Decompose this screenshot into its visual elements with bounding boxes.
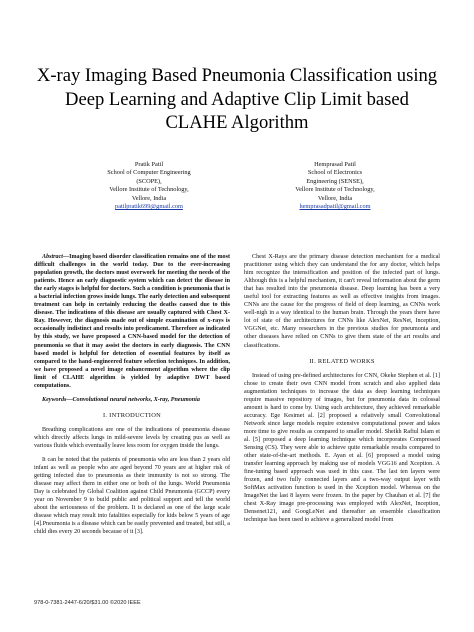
paper-title: X-ray Imaging Based Pneumonia Classification using Deep Learning and Adaptive Clip Limit based CLAHE Algorithm [36,65,438,133]
author-dept-abbr: Engineering (SENSE), [306,177,364,185]
author-email-link[interactable]: patilpratik699@gmail.com [115,203,183,211]
two-column-body [34,253,440,537]
section-heading-related-works: II. RELATED WORKS [309,357,375,365]
section-heading-introduction: I. INTRODUCTION [102,411,162,419]
author-1 [74,161,224,213]
author-name: Hemprasad Patil [314,160,356,168]
related-works-paragraph: Instead of using pre-defined architectures for CNN, Okeke Stephen et al. [1] chose to create their own CNN model from scratch and also applied data augmentation techniques to increase the data as deep learning techniques require massive repository of images, but for pneumonia data in colossal amount is hard to come by. Using such architecture, they achieved remarkable accuracy. Ege Kesimet al. [2] proposed a relatively small Convolutional Network since large models require extensive computational power and takes more time to give results as compared to smaller model. Sheikh Rafiul Islam et al. [5] proposed a deep learning technique which incorporates Compressed Sensing (CS). They were able to achieve quite remarkable results compared to other state-of-the-art methods. E. Ayan et al. [6] proposed a model using transfer learning approach by making use of models VGG16 and Xception. A fine-tuning based approach was used in this case. The last ten layers were frozen, and two fully connected layers and a two-way output layer with SoftMax activation function is used in the Xception model. Whereas on the ImageNet the last 8 layers were frozen. In the paper by Chauhan et al. [7] the chest X-Ray image pre-processing was employed with AlexNet, Inception, Densenet121, and GoogLeNet and thereafter an ensemble classification technique has been used to achieve a generalized model from [244,372,440,524]
author-dept: School of Electronics [307,169,363,177]
author-institution: Vellore Institute of Technology, [295,186,375,194]
keywords: Keywords—Convolutional neural networks, X-ray, Pneumonia [42,396,200,403]
intro-paragraph-1: Breathing complications are one of the indications of pneumonia disease which directly affects lungs in mild-severe levels by creating pus as well as various fluids which eventually leave less room for oxygen inside the lungs. [34,426,230,449]
author-email-link[interactable]: hemprasadpatil@gmail.com [299,203,371,211]
abstract-text: Imaging based disorder classification remains one of the most difficult challenges in the world today. Due to the ever-increasing population growth, the doctors must overwork for meeting the needs of the patients. Hence an early diagnostic system which can detect the disease in the early stages is helpful for doctors. Such a condition is pneumonia that is a bacterial infection grows inside lungs. The early detection and subsequent treatment can help in certainly reducing the deaths caused due to this disease. The indications of this disease are usually captured with Chest X-Ray. However, the diagnosis made out of simple examination of x-rays is occasionally indistinct and results into predicament. Therefore as indicated by this study, we have proposed a CNN-based model for the detection of pneumonia so that it may assist the doctors in early diagnosis. The CNN based model is helpful for detection of essential features by itself as compared to the hand-engineered feature selection techniques. In addition, we have proposed a novel image enhancement algorithm where the clip limit of CLAHE algorithm is yielded by adaptive DWT based computations. [34,254,230,389]
author-dept-abbr: (SCOPE), [136,177,162,185]
abstract [34,253,230,390]
author-institution: Vellore Institute of Technology, [109,186,189,194]
author-city: Vellore, India [131,194,167,202]
author-block [34,161,440,253]
author-2 [260,161,410,213]
author-city: Vellore, India [317,194,353,202]
left-column [34,253,230,537]
copyright-footer: 978-0-7381-2447-6/20/$31.00 ©2020 IEEE [34,600,141,606]
intro-paragraph-2: It can be noted that the patients of pneumonia who are less than 2 years old infant as well as people who are aged beyond 70 years are at higher risk of getting infected due to pneumonia as their immunity is not so strong. The disease may affect them in either one or both of the lungs. World Pneumonia Day is celebrated by Global Coalition against Child Pneumonia (GCCP) every year on November 9 to build public and political support and tell the world about the seriousness of the problem. It is declared as one of the large scale disease which may result into fatalities especially for kids below 5 years of age [4].Pneumonia is a disease which can be easily prevented and treated, but still, a child dies every 20 seconds because of it [3]. [34,457,230,536]
intro-paragraph-3: Chest X-Rays are the primary disease detection mechanism for a medical practitioner using which they can understand the for any doctor, which helps him recognize the intensification and position of the infected part of lungs. Although this is a helpful mechanism, it can't reveal information about the germ that has resulted into the pneumonia disease. Deep learning has been a very useful tool for extracting features as well as effective insights from images. CNNs are the cause for the progress of field of deep learning, as CNNs work well-nigh in a way identical to the human brain. Through the years there have lot of state of the architectures for CNNs like AlexNet, ResNet, Inception, VGGNet, etc. Many researchers in the previous studies for pneumonia and other diseases have relied on CNNs to give them state of the art results and classifications. [244,254,440,349]
author-name: Pratik Patil [134,160,164,168]
right-column [244,253,440,537]
abstract-label: Abstract— [42,254,70,260]
author-dept: School of Computer Engineering [107,169,191,177]
